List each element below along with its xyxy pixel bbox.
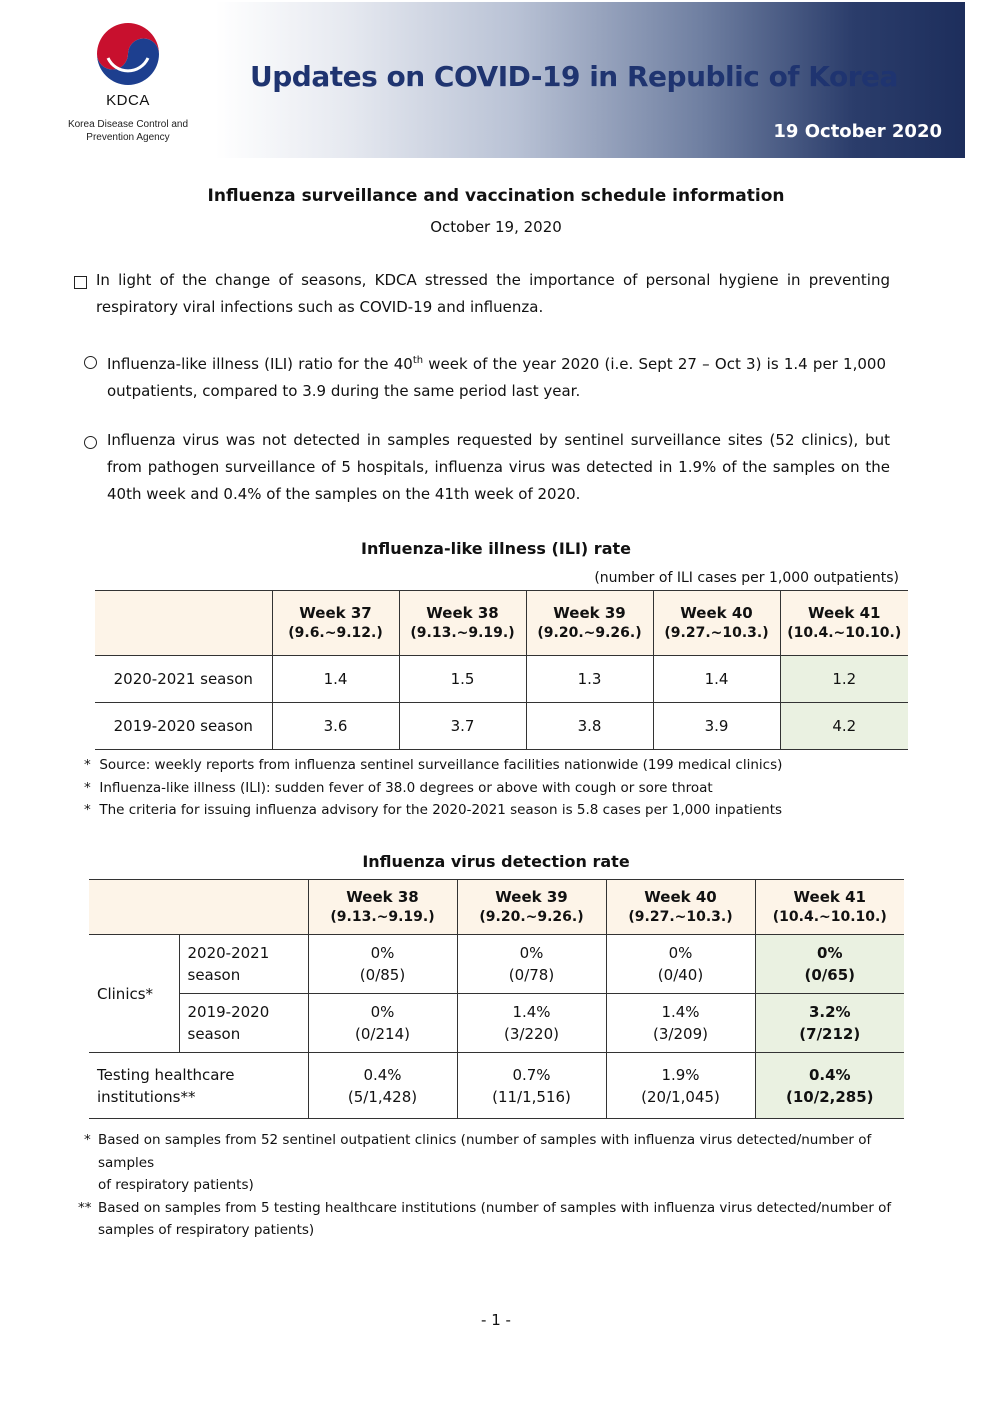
det-week-40-header: Week 40 (9.27.~10.3.) [606, 880, 755, 935]
detection-value-highlight: 0% (0/65) [755, 935, 904, 994]
ili-header-row [95, 591, 908, 656]
paragraph-2-text-b: week of the year 2020 (i.e. Sept 27 – Oct 3) is 1.4 per 1,000 outpatients, compared to 3.9 during the same period last year. [107, 355, 886, 400]
kdca-logo [28, 2, 228, 158]
ili-value: 1.4 [272, 656, 399, 703]
page-number: - 1 - [481, 1311, 511, 1329]
ili-value: 3.9 [653, 703, 780, 750]
clinics-label: Clinics* [89, 935, 179, 1053]
ili-value: 3.7 [399, 703, 526, 750]
logo-text: KDCA [106, 92, 150, 109]
detection-value: 0% (0/40) [606, 935, 755, 994]
paragraph-1: In light of the change of seasons, KDCA stressed the importance of personal hygiene in preventing respiratory viral infections such as COVID-19 and influenza. [96, 271, 890, 316]
season-label: 2019-2020 season [95, 703, 272, 750]
detection-value: 0.7% (11/1,516) [457, 1053, 606, 1119]
det-week-38-header: Week 38 (9.13.~9.19.) [308, 880, 457, 935]
detection-value: 1.4% (3/209) [606, 994, 755, 1053]
ili-table [95, 590, 908, 750]
detection-value: 1.9% (20/1,045) [606, 1053, 755, 1119]
note-item: * Influenza-like illness (ILI): sudden fever of 38.0 degrees or above with cough or sore throat [84, 779, 713, 796]
ili-value: 1.5 [399, 656, 526, 703]
table-row [89, 935, 904, 994]
agency-name [28, 118, 228, 144]
banner-date: 19 October 2020 [773, 121, 942, 142]
detection-table [89, 879, 904, 1119]
ili-value: 1.4 [653, 656, 780, 703]
detection-value-highlight: 0.4% (10/2,285) [755, 1053, 904, 1119]
ili-value: 3.8 [526, 703, 653, 750]
table-row [89, 994, 904, 1053]
ili-week-41-header: Week 41 (10.4.~10.10.) [780, 591, 908, 656]
ili-week-37-header: Week 37 (9.6.~9.12.) [272, 591, 399, 656]
testing-institutions-label: Testing healthcare institutions** [89, 1053, 308, 1119]
detection-value-highlight: 3.2% (7/212) [755, 994, 904, 1053]
detection-table-title: Influenza virus detection rate [362, 852, 630, 871]
agency-line-1: Korea Disease Control and [67, 119, 189, 130]
det-week-41-header: Week 41 (10.4.~10.10.) [755, 880, 904, 935]
square-bullet-icon [74, 276, 87, 289]
note-item: * Based on samples from 52 sentinel outpatient clinics (number of samples with influenza virus detected/number of samples of respiratory patients) [84, 1132, 872, 1193]
doc-title: Influenza surveillance and vaccination schedule information [207, 186, 785, 206]
ili-value-highlight: 4.2 [780, 703, 908, 750]
paragraph-3: Influenza virus was not detected in samples requested by sentinel surveillance sites (52 clinics), but from pathogen surveillance of 5 hospitals, influenza virus was detected in 1.9% of the samples on the 40th week and 0.4% of the samples on the 41th week of 2020. [107, 431, 890, 503]
note-item: ** Based on samples from 5 testing healthcare institutions (number of samples with influenza virus detected/number of samples of respiratory patients) [78, 1199, 892, 1238]
ili-value: 1.3 [526, 656, 653, 703]
paragraph-2-text-a: Influenza-like illness (ILI) ratio for the 40 [107, 355, 413, 373]
paragraph-2 [107, 347, 886, 405]
detection-notes [78, 1129, 923, 1242]
ili-week-38-header: Week 38 (9.13.~9.19.) [399, 591, 526, 656]
ili-week-40-header: Week 40 (9.27.~10.3.) [653, 591, 780, 656]
circle-bullet-icon [84, 436, 97, 449]
detection-value: 1.4% (3/220) [457, 994, 606, 1053]
detection-value: 0% (0/85) [308, 935, 457, 994]
banner-title: Updates on COVID-19 in Republic of Korea [250, 60, 898, 93]
taegeuk-logo-icon [96, 22, 160, 86]
detection-value: 0% (0/78) [457, 935, 606, 994]
det-week-39-header: Week 39 (9.20.~9.26.) [457, 880, 606, 935]
detection-header-corner [89, 880, 308, 935]
doc-date: October 19, 2020 [430, 218, 562, 236]
table-row [95, 656, 908, 703]
ili-header-corner [95, 591, 272, 656]
note-item: * The criteria for issuing influenza advisory for the 2020-2021 season is 5.8 cases per 1,000 inpatients [84, 802, 783, 818]
detection-value: 0.4% (5/1,428) [308, 1053, 457, 1119]
ili-week-39-header: Week 39 (9.20.~9.26.) [526, 591, 653, 656]
table-row [89, 1053, 904, 1119]
paragraph-2-sup: th [412, 355, 424, 366]
ili-unit-note: (number of ILI cases per 1,000 outpatients) [594, 570, 899, 586]
ili-value: 3.6 [272, 703, 399, 750]
agency-line-2: Prevention Agency [86, 132, 170, 143]
ili-notes [84, 754, 904, 822]
ili-value-highlight: 1.2 [780, 656, 908, 703]
season-label: 2020-2021 season [179, 935, 308, 994]
note-item: * Source: weekly reports from influenza sentinel surveillance facilities nationwide (199 medical clinics) [84, 757, 783, 773]
detection-value: 0% (0/214) [308, 994, 457, 1053]
season-label: 2020-2021 season [95, 656, 272, 703]
detection-header-row [89, 880, 904, 935]
circle-bullet-icon [84, 356, 97, 369]
season-label: 2019-2020 season [179, 994, 308, 1053]
ili-table-title: Influenza-like illness (ILI) rate [361, 539, 631, 558]
table-row [95, 703, 908, 750]
